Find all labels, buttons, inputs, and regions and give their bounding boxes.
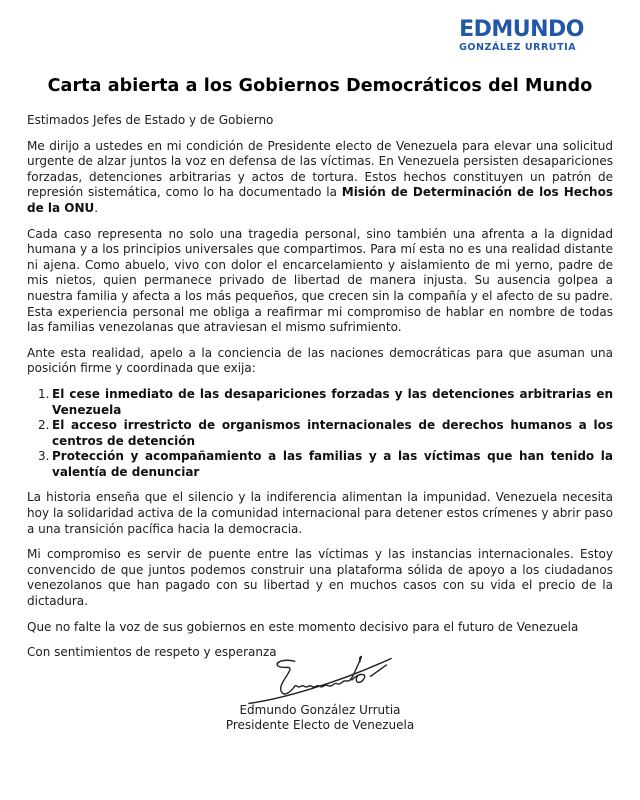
request-period: . [94, 200, 99, 215]
valediction: Con sentimientos de respeto y esperanza [27, 645, 277, 660]
request-text: Me dirijo a ustedes en mi condición de Presidente electo de Venezuela para elevar una solicitud urgente de alzar juntos la voz en defensa de las víctimas. En Venezuela persisten desapariciones forzadas, detenciones arbitrarias y actos de tortura. Estos hechos constituyen un patrón de represión sistemática, como lo ha documentado la [27, 138, 613, 200]
paragraph-call: Que no falte la voz de sus gobiernos en este momento decisivo para el futuro de Venezuela [27, 619, 579, 634]
un-mission-bold-text: Misión de Determinación de los Hechos de la ONU [27, 185, 613, 215]
signatory-title: Presidente Electo de Venezuela [225, 717, 415, 732]
paragraph-appeal: Ante esta realidad, apelo a la conciencia de las naciones democráticas para que asuman una posición firme y coordinada que exija: [27, 345, 613, 376]
demand-item-2 [38, 418, 613, 449]
paragraph-history: La historia enseña que el silencio y la indiferencia alimentan la impunidad. Venezuela necesita hoy la solidaridad activa de la comunidad internacional para detener estos crímenes y abrir paso a una transición pacífica hacia la democracia. [27, 490, 613, 536]
edmundo-gonzalez-logo [459, 19, 584, 53]
demand-number: 1. [38, 386, 50, 401]
paragraph-personal: Cada caso representa no solo una tragedia personal, sino también una afrenta a la dignidad humana y a los principios universales que compartimos. Para mí esta no es una realidad distante ni ajena. Como abuelo, vivo con dolor el encarcelamiento y aislamiento de mi yerno, padre de mis nietos, quien permanece privado de libertad de manera injusta. Su ausencia golpea a nuestra familia y afecta a los más pequeños, que crecen sin la compañía y el afecto de su padre. Esta experiencia personal me obliga a reafirmar mi compromiso de hablar en nombre de todas las familias venezolanas que atraviesan el mismo sufrimiento. [27, 226, 613, 335]
demand-text: El cese inmediato de las desapariciones forzadas y las detenciones arbitrarias en Venezuela [52, 386, 613, 417]
salutation: Estimados Jefes de Estado y de Gobierno [27, 113, 274, 127]
signature-block [27, 651, 613, 733]
demand-text: El acceso irrestricto de organismos internacionales de derechos humanos a los centros de detención [52, 418, 613, 448]
letter-title: Carta abierta a los Gobiernos Democráticos del Mundo [47, 76, 593, 96]
demand-text: Protección y acompañamiento a las familias y a las víctimas que han tenido la valentía de denunciar [52, 449, 613, 479]
signatory-name: Edmundo González Urrutia [239, 702, 401, 717]
demand-item-3 [38, 449, 613, 480]
logo-first-name: EDMUNDO [459, 17, 584, 42]
paragraph-commitment: Mi compromiso es servir de puente entre las víctimas y las instancias internacionales. Estoy convencido de que juntos podemos construir una plataforma sólida de apoyo a los ciudadanos venezolanos que han pagado con su libertad y en muchos casos con su vida el precio de la dictadura. [27, 547, 613, 609]
demand-number: 3. [38, 449, 50, 464]
paragraph-request [27, 139, 613, 217]
demands-list [27, 387, 613, 481]
logo-surname: GONZÁLEZ URRUTIA [459, 42, 577, 53]
demand-number: 2. [38, 418, 50, 433]
demand-item-1 [38, 387, 613, 418]
